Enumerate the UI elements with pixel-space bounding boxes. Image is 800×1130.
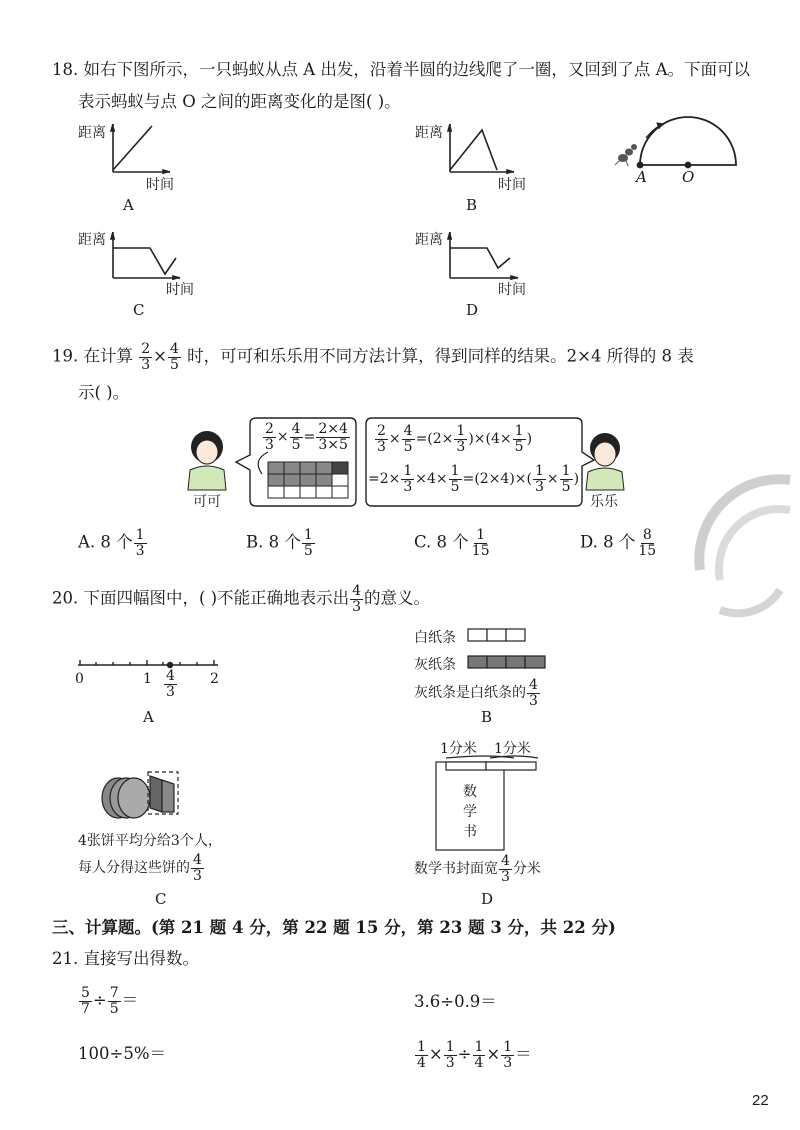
paper-strips [468,629,545,668]
ll-formula-1: $\frac{2}{3}$ × $\frac{4}{5}$ =(2× $\frac{1}{3}$ )×(4× $\frac{1}{5}$ ) [377,423,533,455]
axis-label-distance: 距离 [415,125,443,141]
q19-option-d[interactable]: D. 8 个 $\frac{8}{15}$ [580,527,657,559]
point-o: O [682,168,695,186]
strip-statement: 灰纸条是白纸条的 $\frac{4}{3}$ [414,677,538,709]
q19-option-a[interactable]: A. 8 个 $\frac{1}{3}$ [78,527,145,559]
gray-strip-label: 灰纸条 [414,657,456,673]
q19-option-c[interactable]: C. 8 个 $\frac{1}{15}$ [414,527,490,559]
q20-option-d[interactable]: D [481,890,494,908]
q21-title: 21. 直接写出得数。 [52,949,199,968]
option-a[interactable]: A [123,196,134,214]
expr-1[interactable]: $\frac{5}{7}$ ÷ $\frac{7}{5}$ ＝ [81,985,139,1017]
q20-line: 20. 下面四幅图中，( )不能正确地表示出 $\frac{4}{3}$ 的意义。 [52,583,431,615]
pie-text-1: 4张饼平均分给3个人， [78,833,222,849]
expr-3[interactable]: 100÷5%＝ [78,1044,166,1063]
axis-label-distance: 距离 [415,232,443,248]
option-b[interactable]: B [466,196,478,214]
kid-label-kk: 可可 [193,494,221,510]
pie-text-2: 每人分得这些饼的 $\frac{4}{3}$ [78,852,202,884]
q18-line2: 表示蚂蚁与点 O 之间的距离变化的是图( )。 [78,92,401,111]
option-c[interactable]: C [133,301,145,319]
number-line [78,660,218,668]
book-title: 数 学 书 [463,784,477,840]
axis-label-time: 时间 [498,177,526,193]
axis-label-time: 时间 [146,177,174,193]
expr-4[interactable]: $\frac{1}{4}$ × $\frac{1}{3}$ ÷ $\frac{1}{4}$ × $\frac{1}{3}$ ＝ [417,1039,532,1071]
book-statement: 数学书封面宽 $\frac{4}{3}$ 分米 [414,853,541,885]
book-seg-2: 1分米 [494,741,531,757]
nl-tick-1: 1 [143,671,152,687]
point-a: A [636,168,647,186]
axis-label-time: 时间 [498,282,526,298]
axis-label-time: 时间 [166,282,194,298]
book-seg-1: 1分米 [440,741,477,757]
kk-formula: $\frac{2}{3}$ × $\frac{4}{5}$ = $\frac{2\times 4}{3\times 5}$ [265,421,348,453]
ll-formula-2: =2× $\frac{1}{3}$ ×4× $\frac{1}{5}$ =(2×4)×( $\frac{1}{3}$ × $\frac{1}{5}$ ) [368,463,580,495]
q20-option-a[interactable]: A [143,708,154,726]
axis-label-distance: 距离 [78,125,106,141]
section-3-header: 三、计算题。(第 21 题 4 分，第 22 题 15 分，第 23 题 3 分，共 22 分) [52,918,616,937]
nl-point-label: $\frac{4}{3}$ [166,668,175,700]
option-d[interactable]: D [466,301,479,319]
q19-line2: 示( )。 [78,383,130,402]
kid-label-ll: 乐乐 [590,494,618,510]
white-strip-label: 白纸条 [414,630,456,646]
q18-line1: 18. 如右下图所示，一只蚂蚁从点 A 出发，沿着半圆的边线爬了一圈，又回到了点 A。下面可以 [52,60,751,79]
q20-option-c[interactable]: C [155,890,167,908]
q19-option-b[interactable]: B. 8 个 $\frac{1}{5}$ [246,527,313,559]
q19-line1: 19. 在计算 $\frac{2}{3}$ × $\frac{4}{5}$ 时，可可和乐乐用不同方法计算，得到同样的结果。2×4 所得的 8 表 [52,341,694,373]
book-figure [436,756,538,850]
nl-tick-0: 0 [75,671,84,687]
nl-tick-2: 2 [210,671,219,687]
pies-figure [102,772,178,818]
expr-2[interactable]: 3.6÷0.9＝ [414,992,497,1011]
axis-label-distance: 距离 [78,232,106,248]
page-number: 22 [752,1092,769,1109]
q20-option-b[interactable]: B [481,708,493,726]
